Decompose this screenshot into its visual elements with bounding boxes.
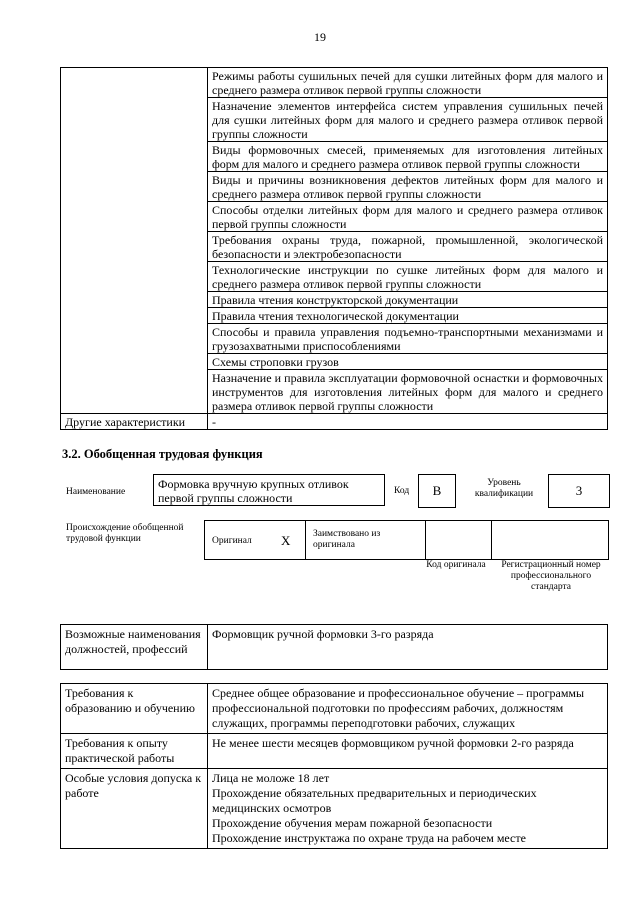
other-characteristics-value: -	[208, 414, 608, 430]
level-label: Уровень квалификации	[474, 478, 534, 499]
other-characteristics-label: Другие характеристики	[61, 414, 208, 430]
list-item: Прохождение обязательных предварительных и периодических медицинских осмотров	[212, 786, 537, 815]
divider	[425, 521, 426, 559]
experience-label: Требования к опыту практической работы	[61, 734, 208, 769]
conditions-value	[208, 769, 608, 849]
education-value: Среднее общее образование и профессиональное обучение – программы профессиональной подготовки по профессиям рабочих, должностям служащих, программы переподготовки рабочих, служащих	[208, 684, 608, 734]
code-original-caption: Код оригинала	[426, 560, 486, 570]
knowledge-item: Схемы строповки грузов	[208, 354, 608, 370]
table-row	[61, 414, 608, 430]
knowledge-item: Способы отделки литейных форм для малого и среднего размера отливок первой группы сложности	[208, 202, 608, 232]
code-value: В	[418, 474, 456, 508]
origin-label: Происхождение обобщенной трудовой функции	[66, 523, 184, 544]
original-label: Оригинал	[212, 536, 252, 546]
table-row	[61, 769, 608, 849]
divider	[305, 521, 306, 559]
knowledge-item: Правила чтения технологической документации	[208, 308, 608, 324]
knowledge-item: Способы и правила управления подъемно-транспортными механизмами и грузозахватными приспособлениями	[208, 324, 608, 354]
experience-value: Не менее шести месяцев формовщиком ручной формовки 2-го разряда	[208, 734, 608, 769]
knowledge-item: Требования охраны труда, пожарной, промышленной, экологической безопасности и электробезопасности	[208, 232, 608, 262]
code-label: Код	[394, 486, 410, 496]
page-number: 19	[314, 30, 326, 44]
knowledge-item: Назначение и правила эксплуатации формовочной оснастки и формовочных инструментов для изготовления литейных форм для малого и среднего размера отливок первой группы сложности	[208, 370, 608, 414]
table-row	[61, 625, 608, 670]
knowledge-item: Виды и причины возникновения дефектов литейных форм для малого и среднего размера отливок первой группы сложности	[208, 172, 608, 202]
knowledge-item: Назначение элементов интерфейса систем управления сушильных печей для сушки литейных форм для малого и среднего размера отливок первой группы сложности	[208, 98, 608, 142]
list-item: Лица не моложе 18 лет	[212, 771, 330, 785]
list-item: Прохождение обучения мерам пожарной безопасности	[212, 816, 493, 830]
positions-label: Возможные наименования должностей, профессий	[61, 625, 208, 670]
positions-table	[60, 624, 608, 670]
knowledge-item: Технологические инструкции по сушке литейных форм для малого и среднего размера отливок первой группы сложности	[208, 262, 608, 292]
empty-label-cell	[61, 68, 208, 414]
borrowed-label: Заимствовано из оригинала	[313, 529, 381, 550]
table-row	[61, 684, 608, 734]
level-value: 3	[548, 474, 610, 508]
knowledge-item: Режимы работы сушильных печей для сушки литейных форм для малого и среднего размера отливок первой группы сложности	[208, 68, 608, 98]
knowledge-item: Правила чтения конструкторской документации	[208, 292, 608, 308]
original-mark: X	[281, 533, 291, 548]
positions-value: Формовщик ручной формовки 3-го разряда	[208, 625, 608, 670]
table-row	[61, 68, 608, 98]
name-value: Формовка вручную крупных отливок первой группы сложности	[153, 474, 385, 506]
name-label: Наименование	[66, 487, 126, 497]
origin-box	[204, 520, 609, 560]
divider	[491, 521, 492, 559]
knowledge-item: Виды формовочных смесей, применяемых для изготовления литейных форм для малого и среднего размера отливок первой группы сложности	[208, 142, 608, 172]
table-row	[61, 734, 608, 769]
section-heading: 3.2. Обобщенная трудовая функция	[62, 447, 263, 461]
education-label: Требования к образованию и обучению	[61, 684, 208, 734]
reg-number-caption: Регистрационный номер профессионального стандарта	[501, 560, 601, 592]
requirements-table	[60, 683, 608, 849]
knowledge-table	[60, 67, 608, 430]
conditions-label: Особые условия допуска к работе	[61, 769, 208, 849]
list-item: Прохождение инструктажа по охране труда на рабочем месте	[212, 831, 526, 845]
